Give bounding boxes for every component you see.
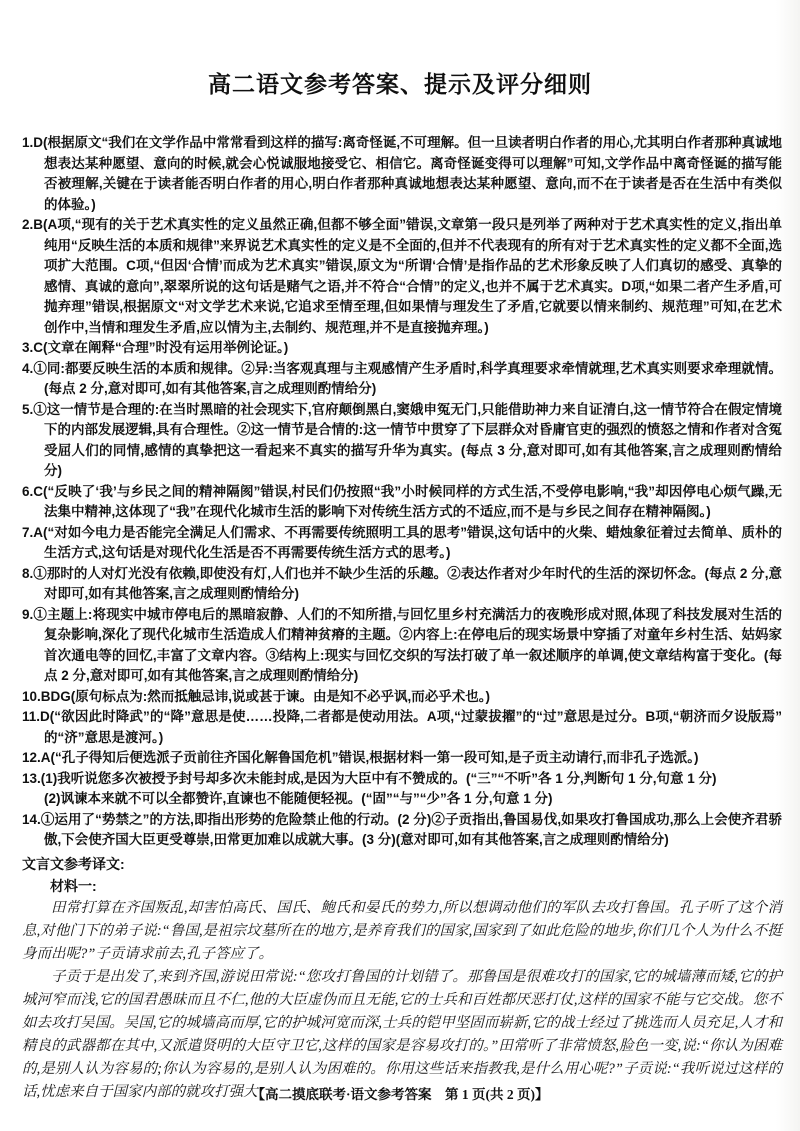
- answer-item-6: 6.C(“反映了‘我’与乡民之间的精神隔阂”错误,村民们仍按照“我”小时候同样的方式生活,不受停电影响,“我”却因停电心烦气躁,无法集中精神,这体现了“我”在现代化城市生活的影响下对传统生活方式的不适应,而不是与乡民之间存在精神隔阂。): [22, 483, 782, 519]
- answer-item-14: 14.①运用了“势禁之”的方法,即指出形势的危险禁止他的行动。(2 分)②子贡指出,鲁国易伐,如果攻打鲁国成功,那么上会使齐君骄傲,下会使齐国大臣更受尊崇,田常更加难以成就大事。(3 分)(意对即可,如有其他答案,言之成理则酌情给分): [22, 811, 782, 847]
- answer-item-5: 5.①这一情节是合理的:在当时黑暗的社会现实下,官府颠倒黑白,窦娥申冤无门,只能借助神力来自证清白,这一情节符合在假定情境下的内部发展逻辑,具有合理性。②这一情节是合情的:这一情节中贯穿了下层群众对昏庸官吏的强烈的愤怒之情和作者对含冤受屈人们的同情,感情的真挚把这一看起来不真实的描写升华为真实。(每点 3 分,意对即可,如有其他答案,言之成理则酌情给分): [22, 401, 782, 478]
- answer-item-3: 3.C(文章在阐释“合理”时没有运用举例论证。): [22, 340, 289, 355]
- answer-item-12: 12.A(“孔子得知后便选派子贡前往齐国化解鲁国危机”错误,根据材料一第一段可知,是子贡主动请行,而非孔子选派。): [22, 750, 699, 765]
- answer-item-8: 8.①那时的人对灯光没有依赖,即使没有灯,人们也并不缺少生活的乐趣。②表达作者对少年时代的生活的深切怀念。(每点 2 分,意对即可,如有其他答案,言之成理则酌情给分): [22, 565, 782, 601]
- answer-item-10: 10.BDG(原句标点为:然而抵触忌讳,说或甚于谏。由是知不必乎讽,而必乎术也。): [22, 688, 491, 704]
- answer-item-4: 4.①同:都要反映生活的本质和规律。②异:当客观真理与主观感情产生矛盾时,科学真理要求牵情就理,艺术真实则要求牵理就情。(每点 2 分,意对即可,如有其他答案,言之成理则酌情给分): [22, 360, 782, 396]
- page-title: 高二语文参考答案、提示及评分细则: [208, 71, 592, 97]
- translation-heading: 文言文参考译文:: [22, 855, 125, 872]
- translation-paragraph-1: 田常打算在齐国叛乱,却害怕高氏、国氏、鲍氏和晏氏的势力,所以想调动他们的军队去攻打鲁国。孔子听了这个消息,对他门下的弟子说:“鲁国,是祖宗坟墓所在的地方,是养育我们的国家,国家到了如此危险的地步,你们几个人为什么不挺身而出呢?”子贡请求前去,孔子答应了。: [22, 899, 782, 962]
- answer-item-11: 11.D(“欲因此时降武”的“降”意思是使……投降,二者都是使动用法。A项,“过蒙拔擢”的“过”意思是过分。B项,“朝济而夕设版焉”的“济”意思是渡河。): [22, 709, 782, 745]
- answer-item-13: 13.(1)我听说您多次被授予封号却多次未能封成,是因为大臣中有不赞成的。(“三”“不听”各 1 分,判断句 1 分,句意 1 分) (2)讽谏本来就不可以全都赞许,直谏也不能随便轻视。(“固”“与”“少”各 1 分,句意 1 分): [22, 770, 717, 806]
- translation-paragraph-2: 子贡于是出发了,来到齐国,游说田常说:“您攻打鲁国的计划错了。那鲁国是很难攻打的国家,它的城墙薄而矮,它的护城河窄而浅,它的国君愚昧而且不仁,他的大臣虚伪而且无能,它的士兵和百姓都厌恶打仗,这样的国家不能与它交战。您不如去攻打吴国。吴国,它的城墙高而厚,它的护城河宽而深,士兵的铠甲坚固而崭新,它的战士经过了挑选而人员充足,人才和精良的武器都在其中,又派遣贤明的大臣守卫它,这样的国家是容易攻打的。”田常听了非常愤怒,脸色一变,说:“你认为困难的,是别人认为容易的;你认为容易的,是别人认为困难的。你用这些话来指教我,是什么用心呢?”子贡说:“我听说过这样的话,忧虑来自于国家内部的就攻打强大: [22, 968, 782, 1100]
- page-footer: 【高二摸底联考·语文参考答案 第 1 页(共 2 页)】: [251, 1087, 549, 1102]
- answer-item-7: 7.A(“对如今电力是否能完全满足人们需求、不再需要传统照明工具的思考”错误,这句话中的火柴、蜡烛象征着过去简单、质朴的生活方式,这句话是对现代化生活是否不再需要传统生活方式的思考。): [22, 524, 782, 560]
- answers-section: [22, 133, 782, 1104]
- answer-item-1: 1.D(根据原文“我们在文学作品中常常看到这样的描写:离奇怪诞,不可理解。但一旦读者明白作者的用心,尤其明白作者那种真诚地想表达某种愿望、意向的时候,就会心悦诚服地接受它、相信它。离奇怪诞变得可以理解”可知,文学作品中离奇怪诞的描写能否被理解,关键在于读者能否明白作者的用心,明白作者那种真诚地想表达某种愿望、意向,而不在于读者是否在生活中有类似的体验。): [22, 135, 782, 212]
- material-one-label: 材料一:: [50, 877, 97, 894]
- answer-item-2: 2.B(A项,“现有的关于艺术真实性的定义虽然正确,但都不够全面”错误,文章第一段只是列举了两种对于艺术真实性的定义,指出单纯用“反映生活的本质和规律”来界说艺术真实性的定义是不全面的,但并不代表现有的所有对于艺术真实性的定义都不全面,选项扩大范围。C项,“但因‘合情’而成为艺术真实”错误,原文为“所谓‘合情’是指作品的艺术形象反映了人们真切的感受、真挚的感情、真诚的意向”,翠翠所说的这句话是赌气之语,并不符合“合情”的定义,也并不属于艺术真实。D项,“如果二者产生矛盾,可抛弃理”错误,根据原文“对文学艺术来说,它追求至情至理,但如果情与理发生了矛盾,它就要以情来制约、规范理”可知,在艺术创作中,当情和理发生矛盾,应以情为主,去制约、规范理,并不是直接抛弃理。): [22, 217, 782, 335]
- answer-item-9: 9.①主题上:将现实中城市停电后的黑暗寂静、人们的不知所措,与回忆里乡村充满活力的夜晚形成对照,体现了科技发展对生活的复杂影响,深化了现代化城市生活造成人们精神贫瘠的主题。②内容上:在停电后的现实场景中穿插了对童年乡村生活、姑妈家首次通电等的回忆,丰富了文章内容。③结构上:现实与回忆交织的写法打破了单一叙述顺序的单调,使文章结构富于变化。(每点 2 分,意对即可,如有其他答案,言之成理则酌情给分): [22, 606, 782, 683]
